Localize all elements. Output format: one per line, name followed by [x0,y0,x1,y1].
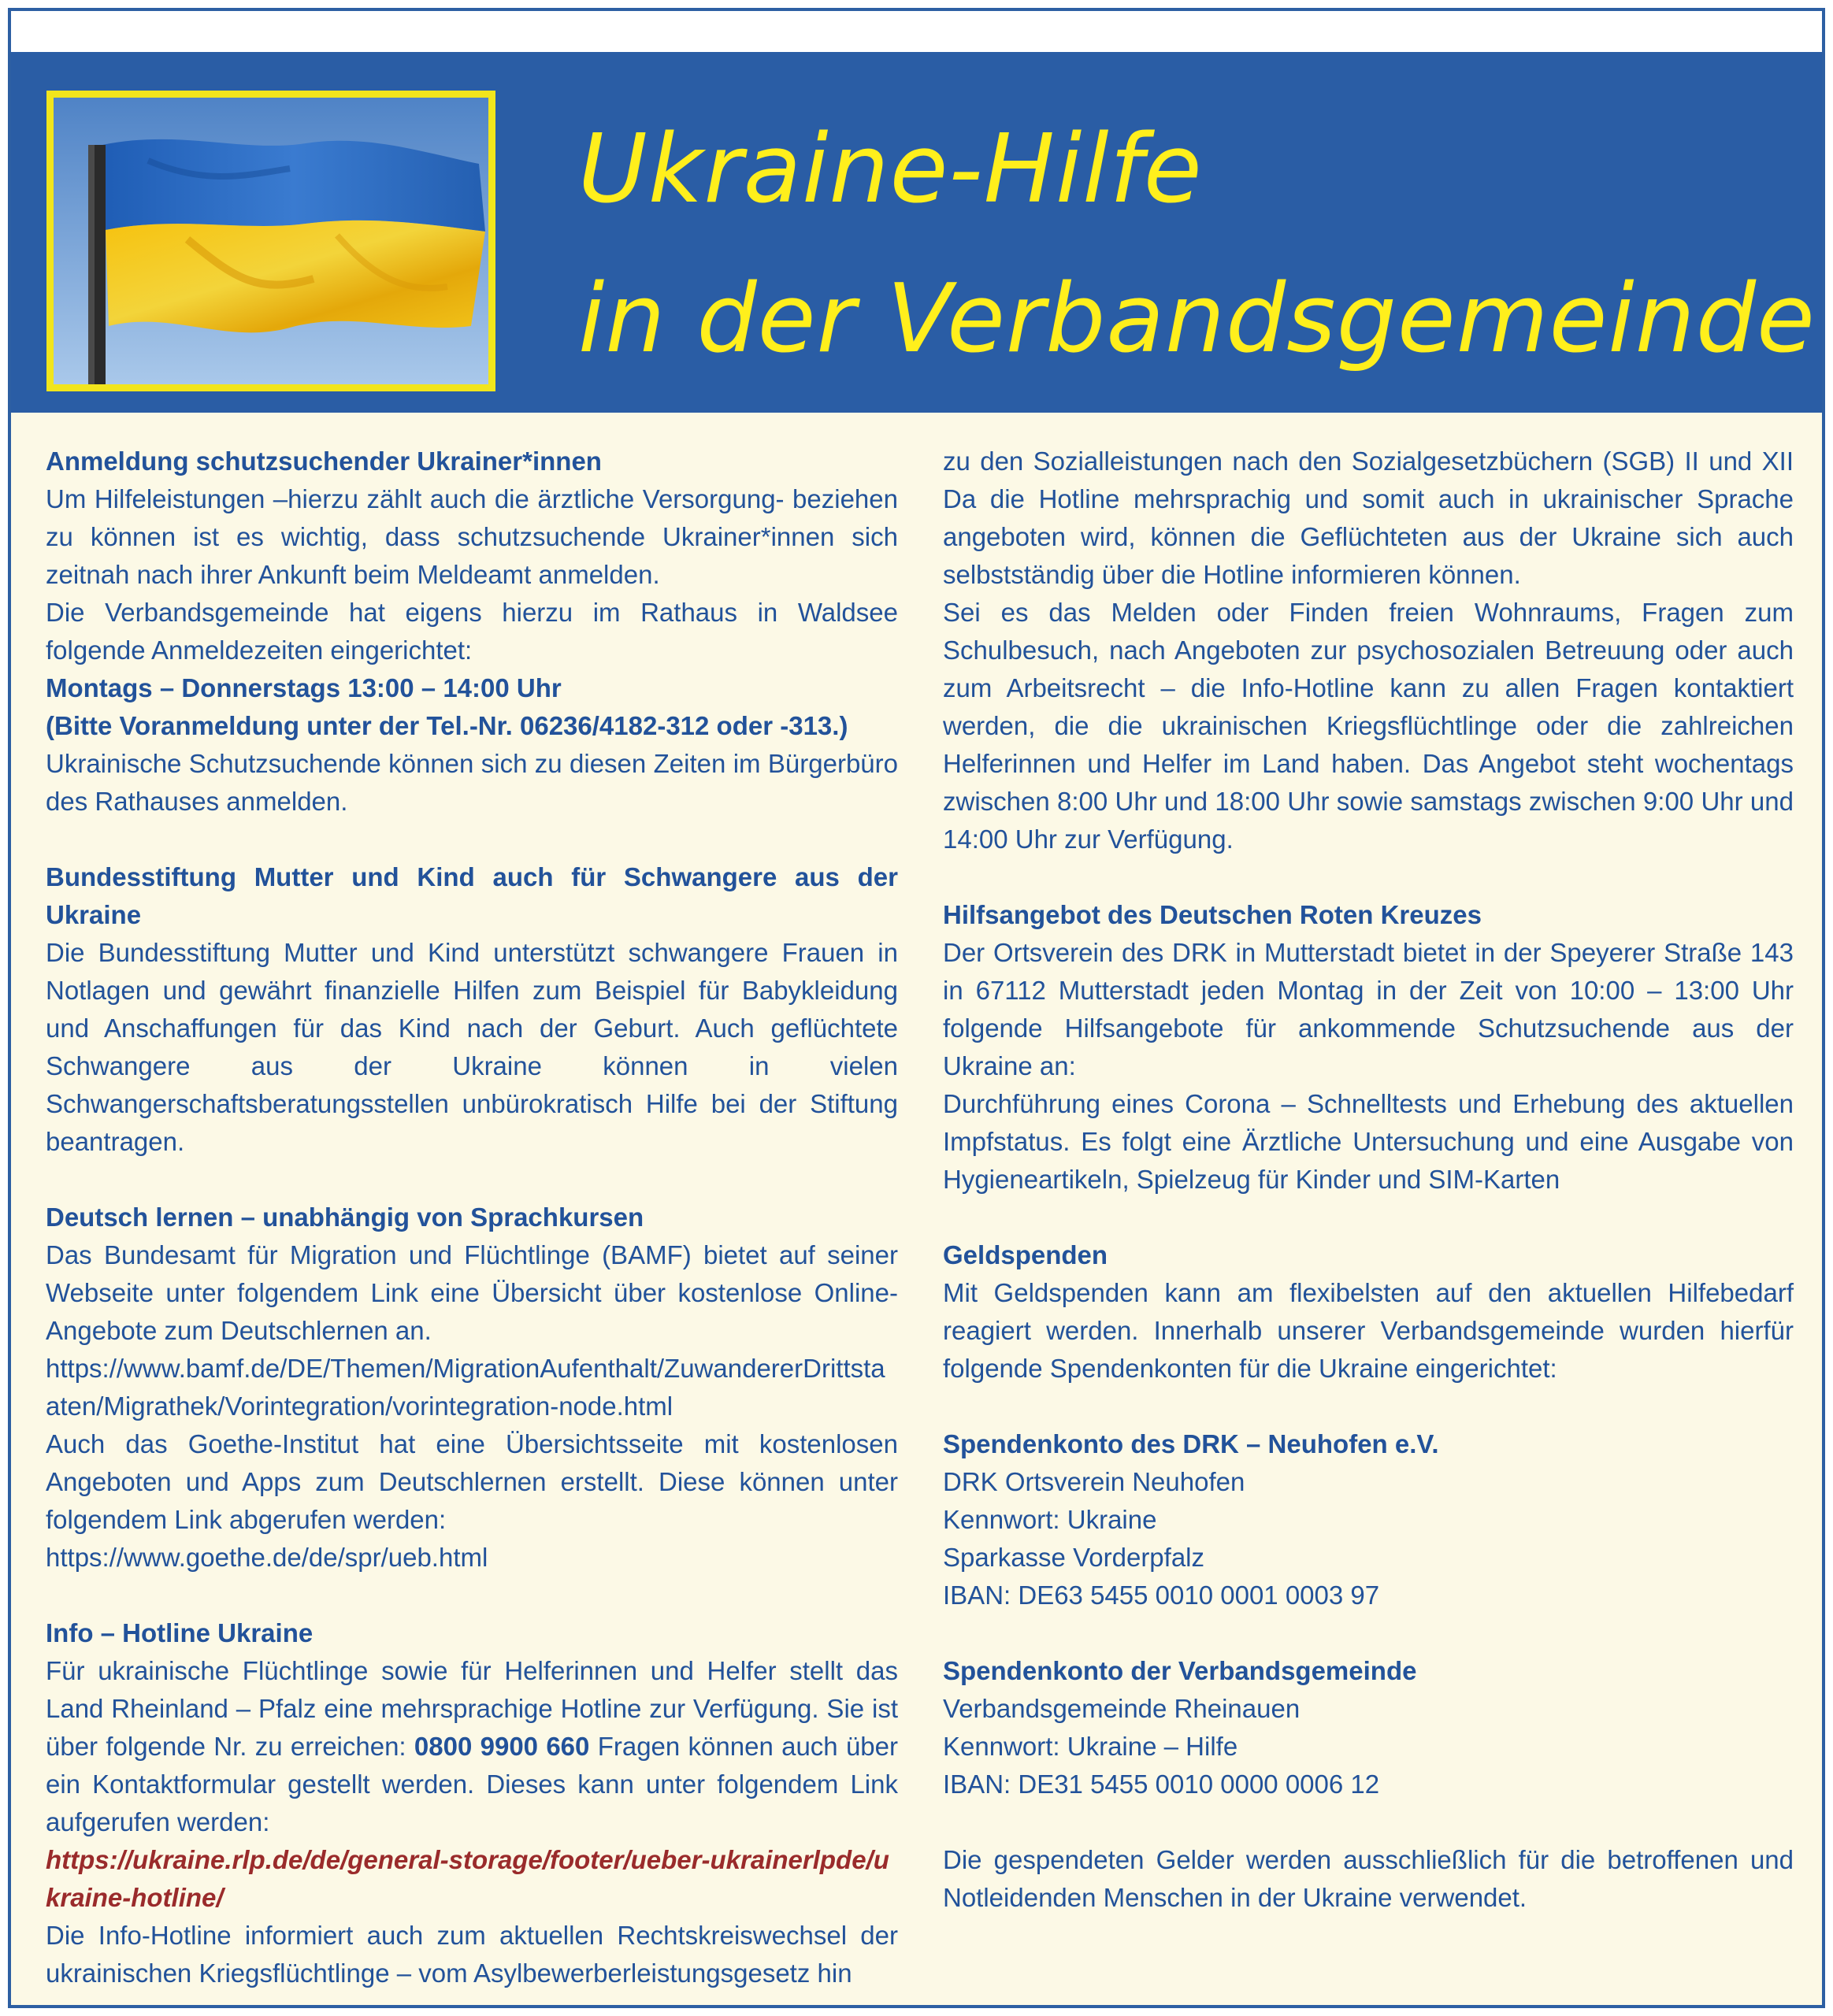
section-heading-hotline: Info – Hotline Ukraine [46,1618,314,1647]
paragraph: Auch das Goethe-Institut hat eine Übersichtsseite mit kostenlosen Angeboten und Apps zum Deutschlernen erstellt. Diese können unter folgendem Link abgerufen werden: [46,1429,898,1534]
account-line: Kennwort: Ukraine – Hilfe [943,1732,1238,1761]
paragraph: Die Bundesstiftung Mutter und Kind unterstützt schwangere Frauen in Notlagen und gewährt finanzielle Hilfen zum Beispiel für Babykleidung und Anschaffungen für das Kind nach der Geburt. Auch geflüchtete Schwangere aus der Ukraine können in vielen Schwangerschaftsberatungsstellen unbürokratisch Hilfe bei der Stiftung beantragen. [46,938,898,1156]
ukraine-flag-icon [54,98,488,384]
account-iban: IBAN: DE31 5455 0010 0000 0006 12 [943,1770,1380,1799]
section-heading-stiftung: Bundesstiftung Mutter und Kind auch für Schwangere aus der Ukraine [46,862,898,929]
goethe-link[interactable]: https://www.goethe.de/de/spr/ueb.html [46,1543,488,1572]
account-line: DRK Ortsverein Neuhofen [943,1467,1245,1496]
account-iban: IBAN: DE63 5455 0010 0001 0003 97 [943,1581,1380,1610]
hotline-link[interactable]: https://ukraine.rlp.de/de/general-storage/footer/ueber-ukrainerlpde/ukraine-hotline/ [46,1845,889,1912]
paragraph: Sei es das Melden oder Finden freien Wohnraums, Fragen zum Schulbesuch, nach Angeboten zur psychosozialen Betreuung oder auch zum Arbeitsrecht – die Info-Hotline kann zu allen Fragen kontaktiert werden, die die ukrainischen Kriegsflüchtlinge oder die zahlreichen Helferinnen und Helfer im Land haben. Das Angebot steht wochentags zwischen 8:00 Uhr und 18:00 Uhr sowie samstags zwischen 9:00 Uhr und 14:00 Uhr zur Verfügung. [943,598,1794,854]
paragraph: zu den Sozialleistungen nach den Sozialgesetzbüchern (SGB) II und XII Da die Hotline mehrsprachig und somit auch in ukrainischer Sprache angeboten wird, können die Geflüchteten aus der Ukraine sich auch selbstständig über die Hotline informieren können. [943,447,1794,589]
left-column [46,443,898,1992]
section-heading-deutsch: Deutsch lernen – unabhängig von Sprachkursen [46,1203,644,1232]
bamf-link[interactable]: https://www.bamf.de/DE/Themen/MigrationAufenthalt/ZuwandererDrittstaaten/Migrathek/Vorintegration/vorintegration-node.html [46,1354,885,1421]
flag-image [46,91,495,391]
paragraph: Durchführung eines Corona – Schnelltests und Erhebung des aktuellen Impfstatus. Es folgt eine Ärztliche Untersuchung und eine Ausgabe von Hygieneartikeln, Spielzeug für Kinder und SIM-Karten [943,1089,1794,1194]
hotline-text-b: Fragen können auch über ein Kontaktformular gestellt werden. Dieses kann unter folgendem Link aufgerufen werden: [46,1732,898,1836]
page-subtitle: in der Verbandsgemeinde [578,265,1816,374]
hotline-text-a: Für ukrainische Flüchtlinge sowie für Helferinnen und Helfer stellt das Land Rheinland – Pfalz eine mehrsprachige Hotline zur Verfügung. Sie ist über folgende Nr. zu erreichen: [46,1656,898,1761]
paragraph: Das Bundesamt für Migration und Flüchtlinge (BAMF) bietet auf seiner Webseite unter folgendem Link eine Übersicht über kostenlose Online-Angebote zum Deutschlernen an. [46,1240,898,1345]
paragraph: Der Ortsverein des DRK in Mutterstadt bietet in der Speyerer Straße 143 in 67112 Mutterstadt jeden Montag in der Zeit von 10:00 – 13:00 Uhr folgende Hilfsangebote für ankommende Schutzsuchende aus der Ukraine an: [943,938,1794,1080]
account-line: Kennwort: Ukraine [943,1505,1157,1534]
section-heading-konto-drk: Spendenkonto des DRK – Neuhofen e.V. [943,1429,1439,1458]
section-heading-konto-vg: Spendenkonto der Verbandsgemeinde [943,1656,1417,1685]
account-line: Verbandsgemeinde Rheinauen [943,1694,1301,1723]
phone-note: (Bitte Voranmeldung unter der Tel.-Nr. 06236/4182-312 oder -313.) [46,711,848,740]
section-heading-geldspenden: Geldspenden [943,1240,1108,1269]
office-hours: Montags – Donnerstags 13:00 – 14:00 Uhr [46,673,562,702]
account-line: Sparkasse Vorderpfalz [943,1543,1205,1572]
hotline-phone: 0800 9900 660 [414,1732,590,1761]
right-column [943,443,1794,1917]
closing-paragraph: Die gespendeten Gelder werden ausschließlich für die betroffenen und Notleidenden Menschen in der Ukraine verwendet. [943,1845,1794,1912]
section-heading-drk: Hilfsangebot des Deutschen Roten Kreuzes [943,900,1482,929]
paragraph: Die Verbandsgemeinde hat eigens hierzu im Rathaus in Waldsee folgende Anmeldezeiten eingerichtet: [46,598,898,665]
paragraph: Die Info-Hotline informiert auch zum aktuellen Rechtskreiswechsel der ukrainischen Kriegsflüchtlinge – vom Asylbewerberleistungsgesetz hin [46,1921,898,1988]
paragraph: Mit Geldspenden kann am flexibelsten auf den aktuellen Hilfebedarf reagiert werden. Innerhalb unserer Verbandsgemeinde wurden hierfür folgende Spendenkonten für die Ukraine eingerichtet: [943,1278,1794,1383]
paragraph: Ukrainische Schutzsuchende können sich zu diesen Zeiten im Bürgerbüro des Rathauses anmelden. [46,749,898,816]
top-strip [11,11,1822,52]
paragraph [46,1652,898,1841]
section-heading-anmeldung: Anmeldung schutzsuchender Ukrainer*innen [46,447,602,476]
page-title: Ukraine-Hilfe [578,115,1203,224]
header-banner [11,52,1822,413]
paragraph: Um Hilfeleistungen –hierzu zählt auch die ärztliche Versorgung- beziehen zu können ist es wichtig, dass schutzsuchende Ukrainer*innen sich zeitnah nach ihrer Ankunft beim Meldeamt anmelden. [46,484,898,589]
page-frame [8,8,1825,2008]
